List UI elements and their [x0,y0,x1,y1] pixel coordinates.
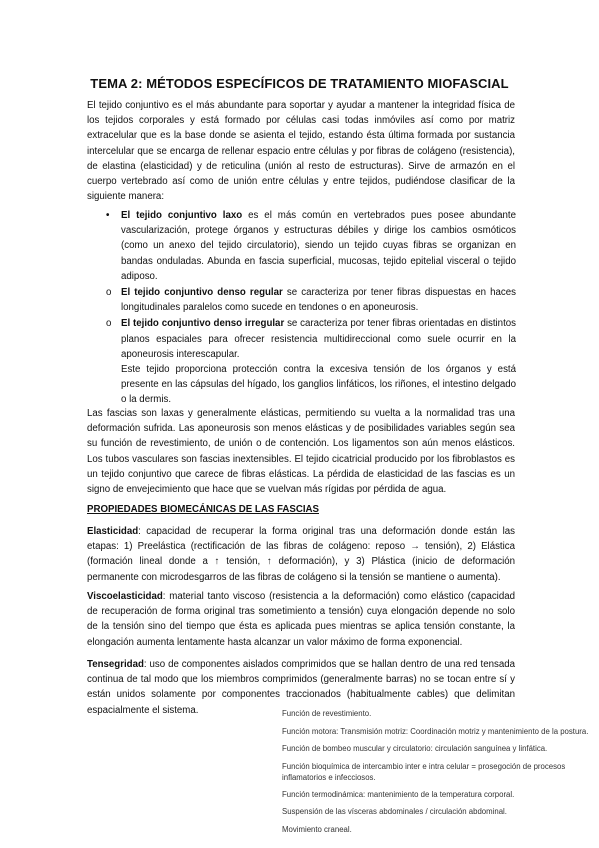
property-term: Viscoelasticidad [87,591,163,602]
list-item-term: El tejido conjuntivo denso irregular [121,318,285,330]
list-item-text: es el más común en vertebrados pues posee abundante vascularización, protege órganos y estructuras débiles y dirige los cambios osmóticos (como un anexo del tejido circulatorio), siendo un tejido cuyas fibras se organizan en bandas onduladas. Abunda en fascia superficial, mucosas, tejido epitelial visceral o tejido adiposo. [121,210,516,282]
function-item: Función termodinámica: mantenimiento de la temperatura corporal. [282,789,515,799]
functions-list [282,708,592,841]
property-text: : material tanto viscoso (resistencia a la deformación) como elástico (capacidad de recuperación de forma original tras sometimiento a tensión) cuya elongación depende no solo de la tensión sino del tiempo que ésta es aplicada pues mientras se aplica tensión constante, la elongación aumenta lentamente hasta alcanzar un valor máximo de forma exponencial. [87,591,515,648]
property-term: Elasticidad [87,526,139,537]
circle-bullet-icon: o [106,287,112,299]
fascias-paragraph: Las fascias son laxas y generalmente elásticas, permitiendo su vuelta a la normalidad tras una deformación sufrida. Las aponeurosis son menos elásticas y de posibilidades variables según sea su función de revestimiento, de unión o de contención. Los ligamentos son aún menos elásticos. Los tubos vasculares son fascias inextensibles. El tejido cicatricial producido por los fibroblastos es un tejido conjuntivo que carece de fibras elásticas. La pérdida de elasticidad de las fascias es un signo de envejecimiento que hace que se vuelvan más rígidas por pérdida de agua. [87,408,515,496]
list-item [106,208,516,284]
property-text: : uso de componentes aislados comprimidos que se hallan dentro de una red tensada continua de tal modo que los miembros comprimidos (generalmente barras) no se tocan entre sí y están unidos solamente por componentes traccionados (habitualmente cables) que delimitan espacialmente el sistema. [87,659,515,716]
list-item [106,285,516,315]
list-item [106,316,516,407]
function-item: Función bioquímica de intercambio inter e intra celular = prosegoción de procesos inflamatorios e infecciosos. [282,761,566,782]
function-item: Función de revestimiento. [282,709,372,718]
property-term: Tensegridad [87,659,144,670]
page-title: TEMA 2: MÉTODOS ESPECÍFICOS DE TRATAMIENTO MIOFASCIAL [90,76,509,91]
property-viscoelasticidad [87,589,515,650]
section-heading: PROPIEDADES BIOMECÁNICAS DE LAS FASCIAS [87,504,319,515]
list-item-text: se caracteriza por tener fibras orientadas en distintos planos espaciales para ofrecer resistencia multidireccional como suele ocurrir en la aponeurosis interescapular. [121,318,516,360]
function-item: Función motora: Transmisión motriz: Coordinación motriz y mantenimiento de la postura. [282,726,589,736]
circle-bullet-icon: o [106,318,112,330]
property-elasticidad [87,524,515,585]
intro-paragraph: El tejido conjuntivo es el más abundante para soportar y ayudar a mantener la integridad física de los tejidos corporales y está formado por células casi todas inmóviles así como por matriz extracelular que es la base donde se asienta el tejido, estando ésta última formada por sustancia intercelular que se encarga de rellenar espacio entre células y por fibras de colágeno (resistencia), de elastina (elasticidad) y de reticulina (unión al resto de estructuras). Sirve de armazón en el cuerpo vertebrado así como de unión entre células y entre tejidos, pudiéndose clasificar de la siguiente manera: [87,100,515,203]
property-text: : capacidad de recuperar la forma original tras una deformación donde están las etapas: 1) Preelástica (rectificación de las fibras de colágeno: reposo → tensión), 2) Elástica (formación lineal donde a ↑ tensión, ↑ deformación), y 3) Plástica (inicio de deformación permanente con microdesgarros de las fibras de colágeno si la tensión se mantiene o aumenta). [87,526,515,583]
list-item-term: El tejido conjuntivo denso regular [121,287,283,299]
function-item: Movimiento craneal. [282,824,352,834]
list-item-extra: Este tejido proporciona protección contra la excesiva tensión de los órganos y está presente en las cápsulas del hígado, los ganglios linfáticos, los riñones, el intestino delgado o la dermis. [121,364,516,406]
function-item: Función de bombeo muscular y circulatorio: circulación sanguínea y linfática. [282,744,548,753]
list-item-term: El tejido conjuntivo laxo [121,210,243,221]
tissue-types-list [106,208,516,409]
list-item-text: se caracteriza por tener fibras dispuestas en haces longitudinales paralelos como sucede en tendones o en aponeurosis. [121,287,516,314]
function-item: Suspensión de las vísceras abdominales / circulación abdominal. [282,807,507,816]
bullet-icon: • [106,210,110,221]
